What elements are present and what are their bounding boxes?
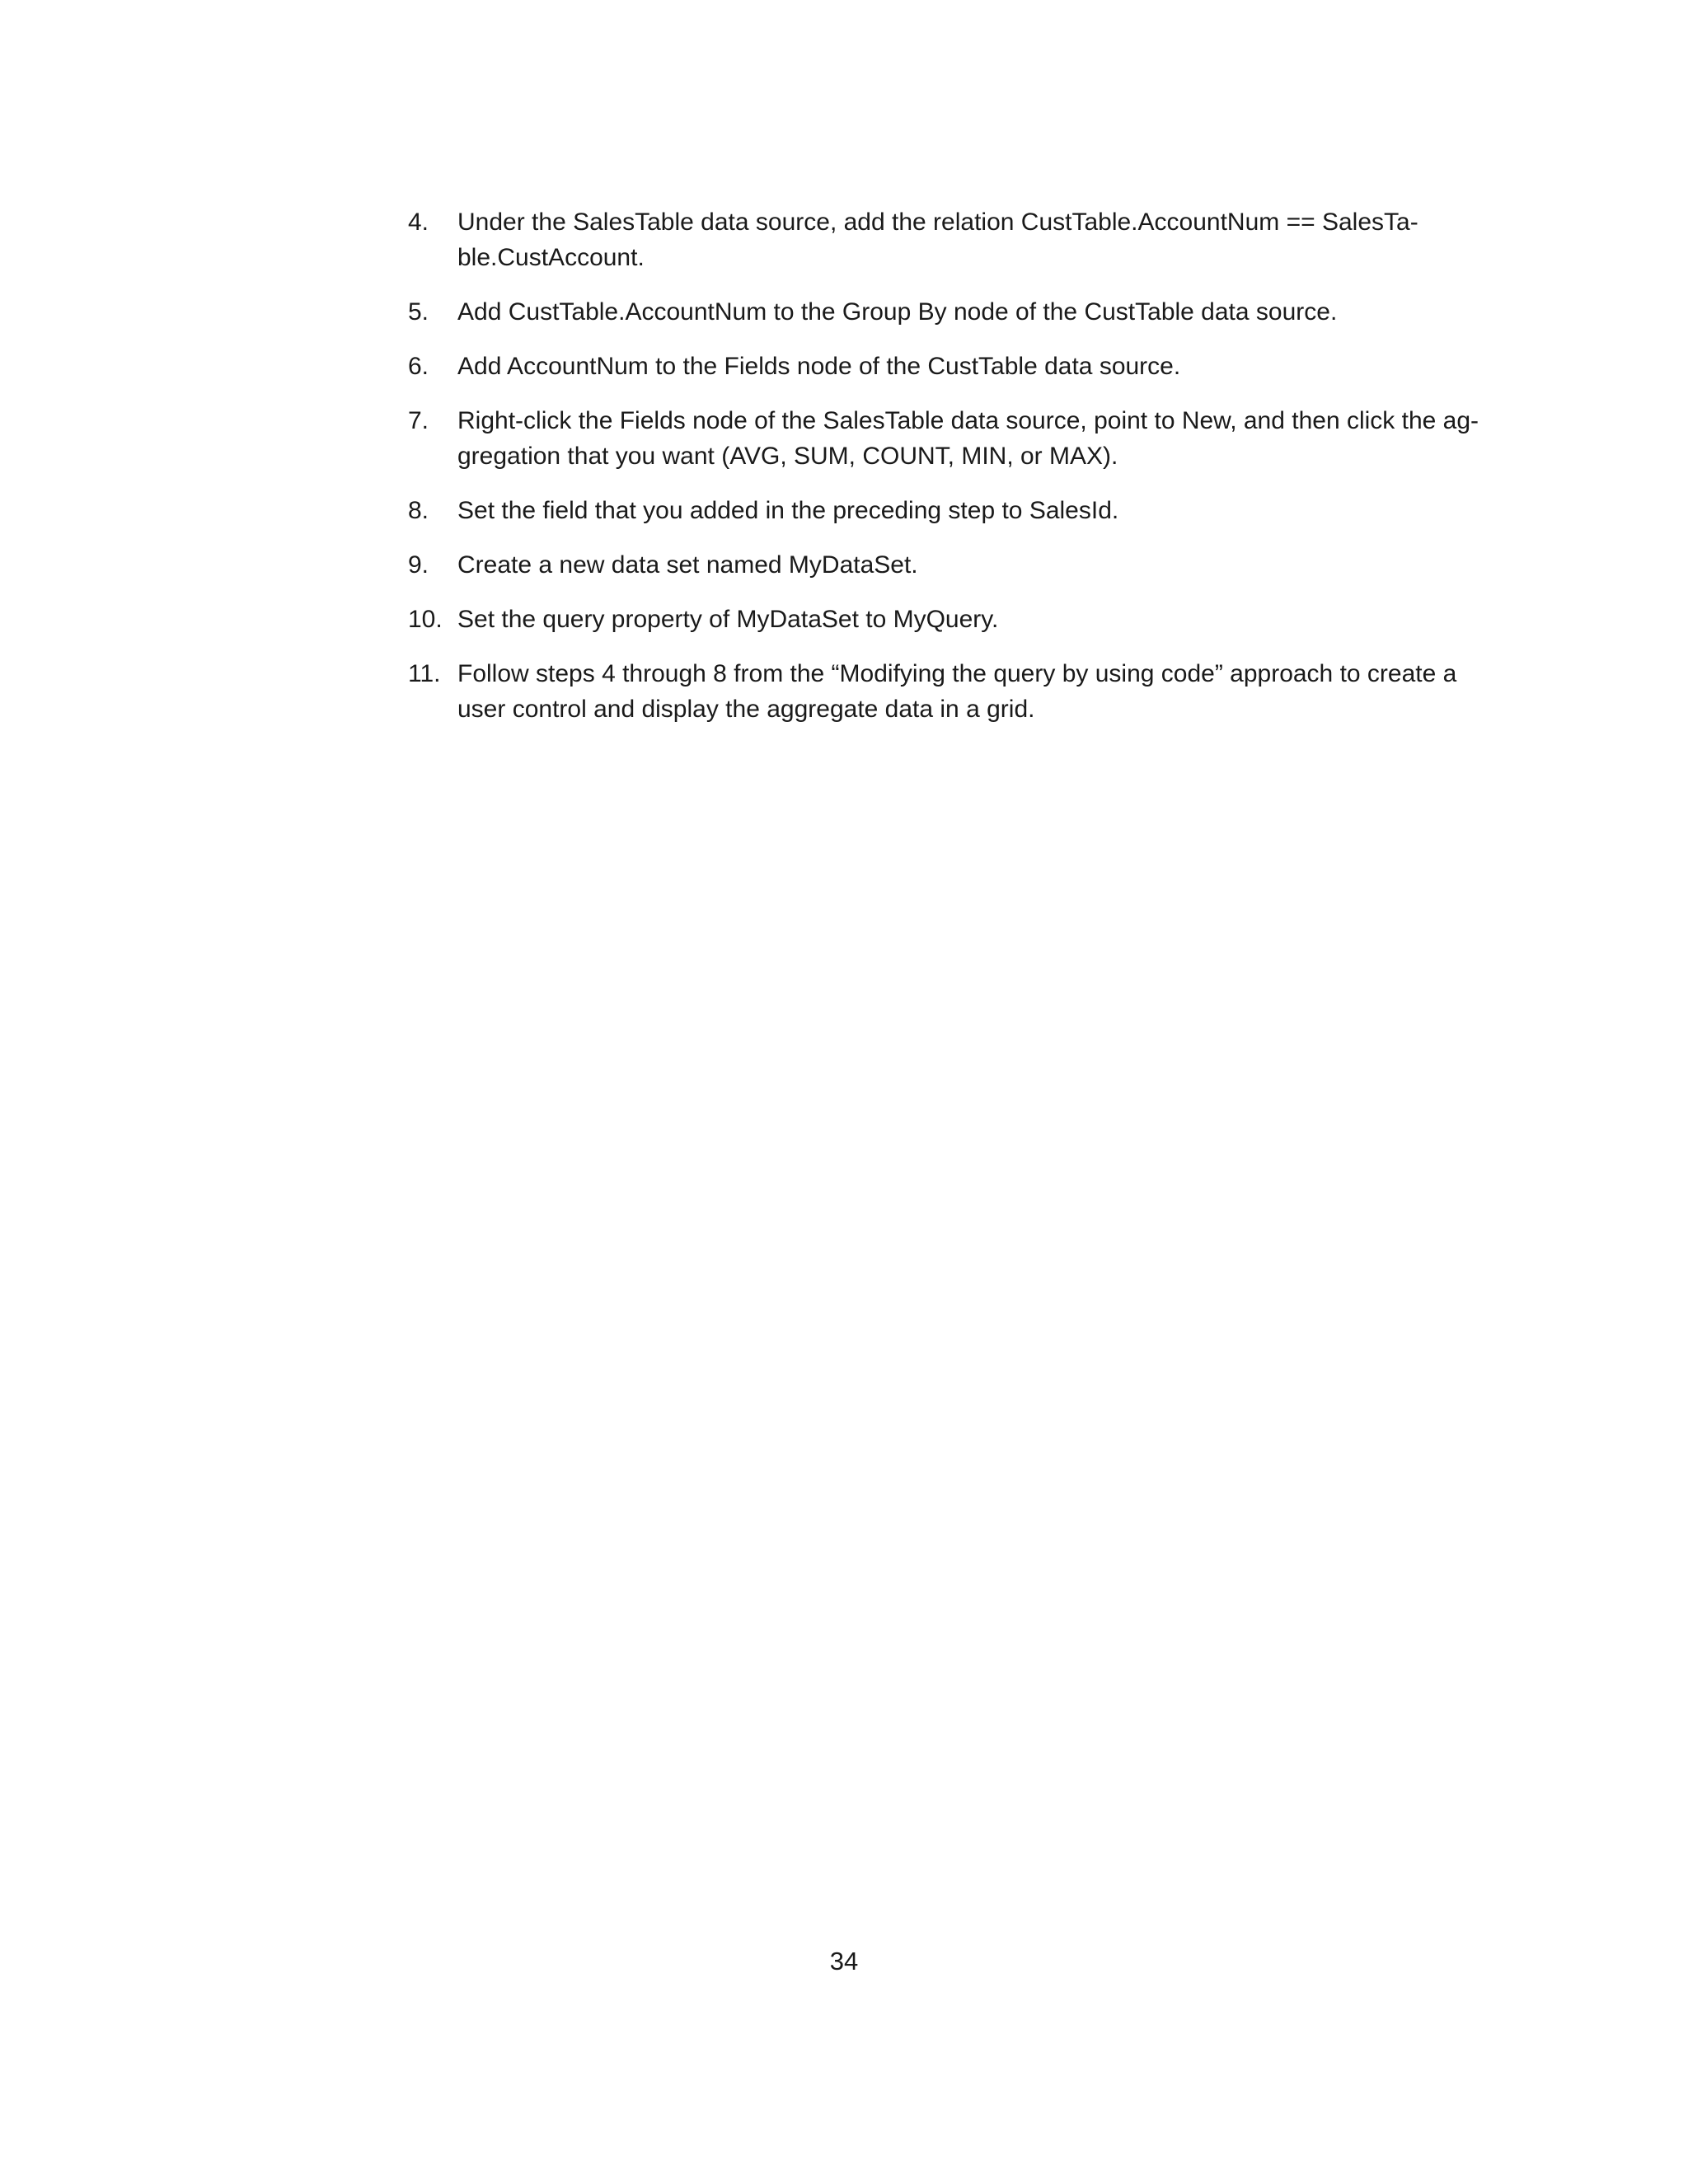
step-text: Under the SalesTable data source, add the relation CustTable.AccountNum == SalesTa- ble.CustAccount.	[457, 209, 1418, 271]
list-item	[408, 204, 1479, 275]
page-number: 34	[829, 1947, 859, 1975]
step-text: Set the query property of MyDataSet to MyQuery.	[457, 606, 999, 633]
list-item	[408, 403, 1479, 474]
list-item	[408, 294, 1479, 330]
step-text: Create a new data set named MyDataSet.	[457, 551, 918, 579]
list-item	[408, 493, 1479, 528]
step-number: 8.	[408, 497, 429, 524]
step-number: 6.	[408, 353, 429, 380]
step-text: Set the field that you added in the preceding step to SalesId.	[457, 497, 1119, 524]
step-number: 11.	[408, 660, 441, 687]
step-number: 5.	[408, 298, 429, 326]
list-item	[408, 656, 1479, 727]
list-item	[408, 547, 1479, 583]
list-item	[408, 349, 1479, 384]
step-text: Add AccountNum to the Fields node of the CustTable data source.	[457, 353, 1181, 380]
step-number: 10.	[408, 606, 443, 633]
step-number: 9.	[408, 551, 429, 579]
step-text: Right-click the Fields node of the SalesTable data source, point to New, and then click the ag- gregation that you want (AVG, SUM, COUNT, MIN, or MAX).	[457, 407, 1479, 470]
numbered-step-list	[408, 204, 1479, 746]
step-number: 7.	[408, 407, 429, 434]
step-text: Follow steps 4 through 8 from the “Modifying the query by using code” approach to create a user control and display the aggregate data in a grid.	[457, 660, 1457, 723]
list-item	[408, 602, 1479, 637]
step-text: Add CustTable.AccountNum to the Group By node of the CustTable data source.	[457, 298, 1338, 326]
step-number: 4.	[408, 209, 429, 236]
